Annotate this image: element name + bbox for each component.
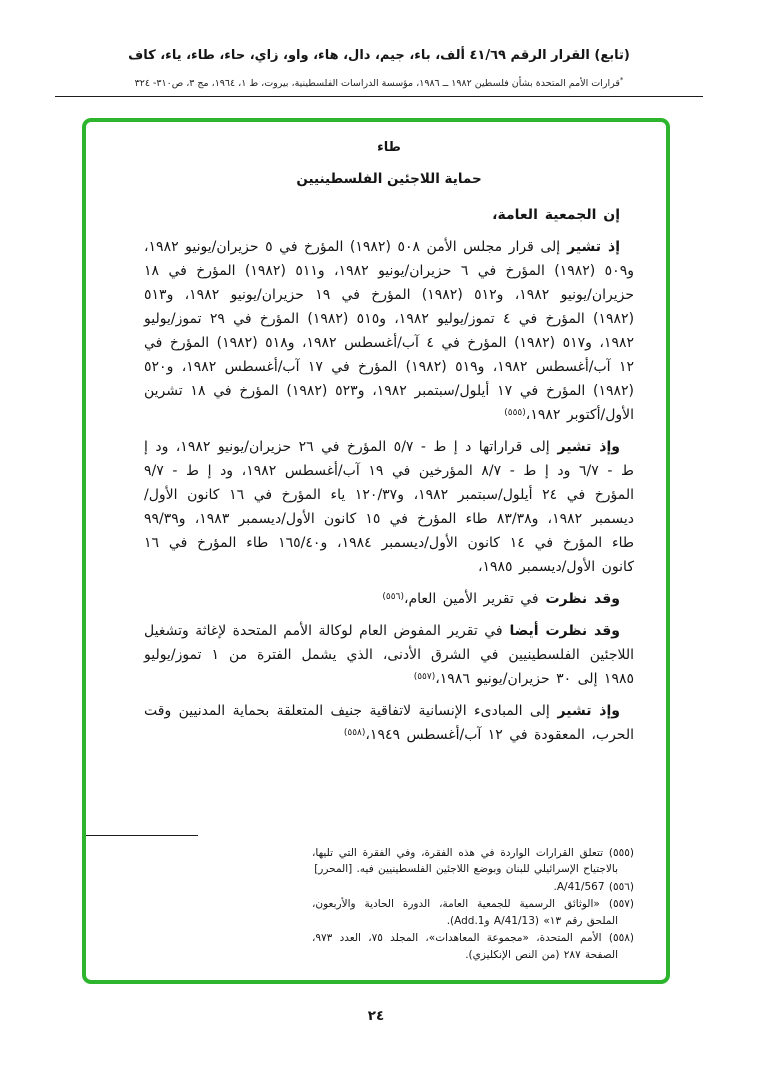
preamble-paragraph-3 — [144, 435, 634, 581]
footnote-ref: (٥٥٨) — [343, 728, 366, 739]
footnote-divider — [86, 835, 198, 836]
resolution-title: حماية اللاجئين الفلسطينيين — [296, 171, 482, 188]
source-citation-text: قرارات الأمم المتحدة بشأن فلسطين ١٩٨٢ ــ ١٩٨٦، مؤسسة الدراسات الفلسطينية، بيروت، ط ١، ١٩٦٤، مج ٣، ص٣١٠- ٣٢٤ — [134, 78, 620, 90]
footnote-area — [144, 821, 634, 965]
preamble-paragraph-4 — [144, 587, 634, 613]
footnote-ref: (٥٥٥) — [504, 408, 526, 419]
footnote-ref: (٥٥٧) — [413, 672, 436, 683]
footnote-marker: (٥٥٧) — [608, 898, 634, 911]
resolution-body — [144, 197, 634, 755]
paragraph-text: في تقرير المفوض العام لوكالة الأمم المتحدة لإغاثة وتشغيل اللاجئين الفلسطينيين في الشرق الأدنى، الذي يشمل الفترة من ١ تموز/يوليو ١٩٨٥ إلى ٣٠ حزيران/يونيو ١٩٨٦، — [144, 623, 634, 688]
paragraph-lead: وإذ تشير — [549, 703, 620, 720]
footnote-555 — [312, 845, 634, 878]
paragraph-text: في تقرير الأمين العام، — [403, 591, 539, 608]
paragraph-lead: وإذ تشير — [549, 439, 620, 456]
footnote-556 — [312, 879, 634, 896]
preamble-paragraph-6 — [144, 699, 634, 749]
source-citation-marker: * — [619, 76, 624, 84]
resolution-frame — [82, 118, 670, 984]
source-citation — [0, 76, 758, 89]
header-divider — [55, 96, 703, 97]
footnote-text: تتعلق القرارات الواردة في هذه الفقرة، وفي الفقرة التي تليها، بالاجتياح الإسرائيلي للبنان وبوضع اللاجئين الفلسطينيين فيه. [المحرر] — [312, 846, 618, 876]
resolution-continuation-title: (تابع) القرار الرقم ٤١/٦٩ ألف، باء، جيم، دال، هاء، واو، زاي، حاء، طاء، ياء، كاف — [128, 48, 630, 63]
footnotes — [312, 845, 634, 964]
footnote-557 — [312, 896, 634, 929]
footnote-marker: (٥٥٦) — [608, 880, 634, 893]
running-head — [0, 0, 758, 97]
footnote-marker: (٥٥٥) — [608, 846, 634, 859]
paragraph-lead: وقد نظرت أيضا — [502, 623, 620, 640]
paragraph-text: إلى قراراتها د إ ط - ٥/٧ المؤرخ في ٢٦ حزيران/يونيو ١٩٨٢، ود إ ط - ٦/٧ ود إ ط - ٨/٧ المؤرخين في ١٩ آب/أغسطس ١٩٨٢، ود إ ط - ٩/٧ المؤرخ في ٢٤ أيلول/سبتمبر ١٩٨٢، و١٢٠/٣٧ ياء المؤرخ في ١٦ كانون الأول/ديسمبر ١٩٨٢، و٨٣/٣٨ طاء المؤرخ في ١٥ كانون الأول/ديسمبر ١٩٨٣، و٩٩/٣٩ طاء المؤرخ في ١٤ كانون الأول/ديسمبر ١٩٨٤، و١٦٥/٤٠ طاء المؤرخ في ١٦ كانون الأول/ديسمبر ١٩٨٥، — [144, 439, 635, 576]
preamble-paragraph-5 — [144, 619, 634, 693]
footnote-text: A/41/567. — [553, 880, 605, 893]
footnote-558 — [312, 930, 634, 963]
paragraph-text: إلى قرار مجلس الأمن ٥٠٨ (١٩٨٢) المؤرخ في ٥ حزيران/يونيو ١٩٨٢، و٥٠٩ (١٩٨٢) المؤرخ في ٦ حزيران/يونيو ١٩٨٢، و٥١١ (١٩٨٢) المؤرخ في ١٨ حزيران/يونيو ١٩٨٢، و٥١٢ (١٩٨٢) المؤرخ في ١٩ حزيران/يونيو ١٩٨٢، و٥١٣ (١٩٨٢) المؤرخ في ٤ تموز/يوليو ١٩٨٢، و٥١٥ (١٩٨٢) المؤرخ في ٢٩ تموز/يوليو ١٩٨٢، و٥١٧ (١٩٨٢) المؤرخ في ٤ آب/أغسطس ١٩٨٢، و٥١٨ (١٩٨٢) المؤرخ في ١٢ آب/أغسطس ١٩٨٢، و٥١٩ (١٩٨٢) المؤرخ في ١٧ آب/أغسطس ١٩٨٢، و٥٢٠ (١٩٨٢) المؤرخ في ١٧ أيلول/سبتمبر ١٩٨٢، و٥٢٣ (١٩٨٢) المؤرخ في ١٨ تشرين الأول/أكتوبر ١٩٨٢، — [144, 239, 635, 424]
section-letter: طاء — [377, 140, 401, 156]
preamble-paragraph-2 — [144, 235, 634, 429]
paragraph-lead: إذ تشير — [560, 239, 620, 256]
preamble-paragraph-1 — [144, 203, 634, 229]
paragraph-text: إلى المبادىء الإنسانية لاتفاقية جنيف المتعلقة بحماية المدنيين وقت الحرب، المعقودة في ١٢ آب/أغسطس ١٩٤٩، — [144, 703, 634, 744]
footnote-text: الأمم المتحدة، «مجموعة المعاهدات»، المجلد ٧٥، العدد ٩٧٣، الصفحة ٢٨٧ (من النص الإنكليزي). — [312, 932, 618, 961]
footnote-marker: (٥٥٨) — [608, 932, 634, 945]
page-number: ٢٤ — [367, 1008, 385, 1025]
footnote-ref: (٥٥٦) — [382, 592, 404, 603]
footnote-text: «الوثائق الرسمية للجمعية العامة، الدورة الحادية والأربعون، الملحق رقم ١٣» (A/41/13 وAdd.1). — [312, 898, 618, 927]
paragraph-lead: إن الجمعية العامة، — [492, 207, 620, 224]
paragraph-lead: وقد نظرت — [538, 591, 620, 608]
